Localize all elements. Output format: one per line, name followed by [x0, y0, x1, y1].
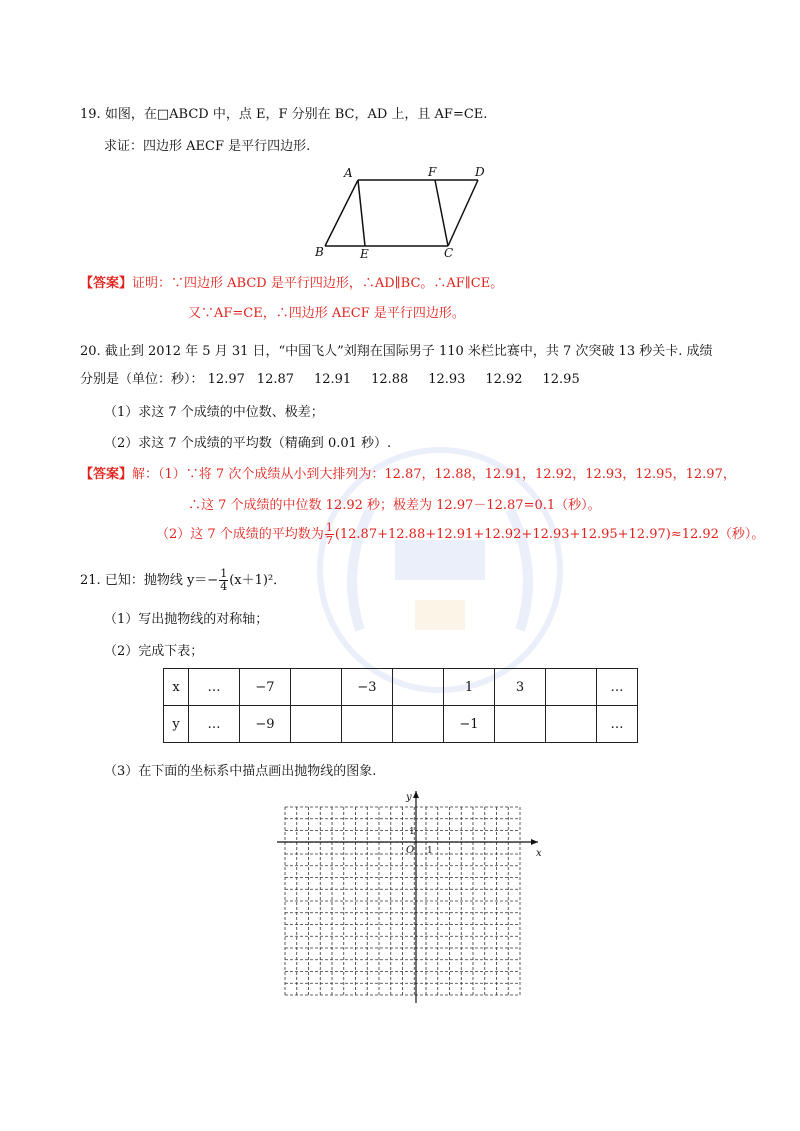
score-value: 12.95 — [542, 372, 580, 387]
fraction-one-seventh — [325, 522, 334, 547]
q19-number: 19. — [80, 107, 101, 122]
q19-text: 如图，在 — [104, 107, 157, 122]
frac-denominator: 4 — [220, 580, 228, 593]
y-unit-label: 1 — [409, 827, 415, 837]
q20-answer-line3 — [156, 522, 764, 547]
frac-denominator: 7 — [325, 534, 333, 547]
table-cell: y — [164, 706, 189, 743]
q19-text-rest: ABCD 中，点 E，F 分别在 BC，AD 上，且 AF=CE. — [169, 107, 488, 122]
q21-text-suffix: (x＋1)²． — [229, 573, 287, 588]
parallelogram-symbol: □ — [156, 107, 170, 122]
q21-number: 21. — [80, 573, 101, 588]
y-axis-label: y — [406, 792, 412, 803]
score-value: 12.92 — [485, 372, 523, 387]
origin-label: O — [406, 845, 415, 856]
q20-answer-line1 — [80, 463, 736, 482]
x-axis-arrow-icon — [531, 839, 538, 845]
value-table — [163, 668, 638, 743]
q20-sub2: （2）求这 7 个成绩的平均数（精确到 0.01 秒）. — [104, 436, 392, 451]
q21-sub2: （2）完成下表； — [104, 644, 204, 659]
label-D: D — [475, 165, 485, 179]
q19-answer-line2: 又∵AF=CE，∴四边形 AECF 是平行四边形。 — [188, 306, 465, 321]
q20-answer-line2: ∴这 7 个成绩的中位数 12.92 秒；极差为 12.97－12.87=0.1（秒）。 — [188, 498, 601, 513]
q20-number: 20. — [80, 344, 101, 359]
table-cell — [393, 706, 444, 743]
answer-tag: 【答案】 — [80, 467, 133, 482]
table-cell — [546, 669, 597, 706]
x-axis-label: x — [536, 848, 542, 859]
table-cell: … — [189, 706, 240, 743]
frac-numerator: 1 — [220, 567, 228, 580]
table-cell — [342, 706, 393, 743]
y-axis-arrow-icon — [413, 791, 419, 798]
score-value: 12.91 — [313, 372, 352, 387]
table-row-x — [164, 669, 638, 706]
table-cell — [291, 706, 342, 743]
q20-sub1: （1）求这 7 个成绩的中位数、极差； — [104, 405, 324, 420]
table-cell — [546, 706, 597, 743]
q19-answer-line1 — [80, 272, 503, 291]
score-value: 12.88 — [371, 372, 409, 387]
table-cell: −9 — [240, 706, 291, 743]
table-cell — [495, 706, 546, 743]
q21-sub1: （1）写出抛物线的对称轴； — [104, 612, 269, 627]
table-row-y — [164, 706, 638, 743]
table-cell: … — [597, 669, 638, 706]
table-cell: −3 — [342, 669, 393, 706]
q20-answer-text3-rest: (12.87+12.88+12.91+12.92+12.93+12.95+12.97)≈12.92（秒）。 — [334, 527, 765, 542]
fraction-one-quarter — [219, 568, 228, 593]
x-unit-label: 1 — [427, 846, 433, 856]
q21-sub3: （3）在下面的坐标系中描点画出抛物线的图象. — [104, 764, 377, 779]
table-cell: −7 — [240, 669, 291, 706]
q19-line1 — [80, 103, 487, 122]
score-value: 12.97 — [207, 372, 245, 387]
label-F: F — [428, 165, 437, 179]
table-cell — [291, 669, 342, 706]
table-cell: … — [597, 706, 638, 743]
label-B: B — [315, 245, 324, 259]
label-C: C — [444, 246, 454, 260]
q19-answer-text1: 证明：∵四边形 ABCD 是平行四边形，∴AD∥BC。∴AF∥CE。 — [132, 276, 504, 291]
q20-answer-text3: （2）这 7 个成绩的平均数为 — [156, 527, 324, 542]
label-A: A — [344, 166, 353, 180]
q21-line1 — [80, 568, 286, 593]
q20-line1 — [80, 340, 713, 359]
parallelogram-figure — [310, 160, 510, 260]
q21-text: 已知：抛物线 y＝− — [104, 573, 219, 588]
frac-numerator: 1 — [325, 521, 333, 534]
score-value: 12.93 — [428, 372, 466, 387]
table-cell — [393, 669, 444, 706]
table-cell: 1 — [444, 669, 495, 706]
label-E: E — [360, 247, 369, 260]
q19-prove-statement: 求证：四边形 AECF 是平行四边形. — [104, 139, 311, 154]
coordinate-grid — [270, 785, 560, 1010]
q20-text: 截止到 2012 年 5 月 31 日，“中国飞人”刘翔在国际男子 110 米栏比赛中，共 7 次突破 13 秒关卡. 成绩 — [104, 344, 713, 359]
score-value: 12.87 — [256, 372, 295, 387]
table-cell: −1 — [444, 706, 495, 743]
answer-tag: 【答案】 — [80, 276, 133, 291]
table-cell: x — [164, 669, 189, 706]
q20-line2 — [80, 368, 580, 387]
table-cell: 3 — [495, 669, 546, 706]
table-cell: … — [189, 669, 240, 706]
q20-scores-prefix: 分别是（单位：秒）： — [80, 372, 204, 387]
q20-answer-text1: 解：（1）∵将 7 次个成绩从小到大排列为：12.87，12.88，12.91，12.92，12.93，12.95，12.97， — [132, 467, 736, 482]
